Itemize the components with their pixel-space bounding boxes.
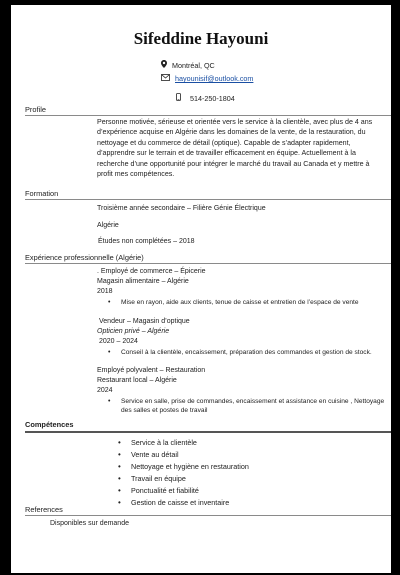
bullet-icon: • xyxy=(108,349,111,356)
email-link[interactable]: hayounisif@outlook.com xyxy=(175,74,254,83)
job-company: Opticien privé – Algérie xyxy=(97,328,170,335)
competences-divider xyxy=(25,431,391,433)
candidate-name: Sifeddine Hayouni xyxy=(133,29,269,48)
profile-heading: Profile xyxy=(25,105,46,114)
email-line xyxy=(161,74,253,83)
formation-country: Algérie xyxy=(97,222,119,229)
list-item: • Service à la clientèle xyxy=(118,438,197,447)
phone-text: 514-250-1804 xyxy=(190,93,235,103)
formation-program: Troisième année secondaire – Filière Génie Électrique xyxy=(97,205,266,212)
bullet-icon: • xyxy=(118,461,121,471)
formation-divider xyxy=(25,199,391,200)
formation-status: Études non complétées – 2018 xyxy=(98,238,195,245)
bullet-icon: • xyxy=(118,473,121,483)
bullet-icon: • xyxy=(118,449,121,459)
location-line xyxy=(161,60,215,70)
phone-icon xyxy=(176,93,181,103)
location-text: Montréal, QC xyxy=(172,60,215,70)
list-item: • Ponctualité et fiabilité xyxy=(118,485,199,495)
job-duty: • Mise en rayon, aide aux clients, tenue de caisse et entretien de l’espace de vente xyxy=(108,299,359,306)
bullet-icon: • xyxy=(118,497,121,507)
list-item: • Vente au détail xyxy=(118,449,179,459)
bullet-icon: • xyxy=(118,485,121,495)
bullet-icon: • xyxy=(118,438,121,447)
experience-heading: Expérience professionnelle (Algérie) xyxy=(25,253,144,262)
job-duty: • Service en salle, prise de commandes, encaissement et assistance en cuisine , Nettoyage xyxy=(108,398,385,405)
phone-line xyxy=(176,93,235,103)
job-year: 2024 xyxy=(97,387,113,394)
references-divider xyxy=(25,515,391,516)
job-role: . Employé de commerce – Épicerie xyxy=(97,268,206,275)
references-text: Disponibles sur demande xyxy=(50,520,129,527)
envelope-icon xyxy=(161,74,170,83)
job-duty-continued: des salles et postes de travail xyxy=(121,407,208,414)
job-year: 2020 – 2024 xyxy=(99,338,138,345)
profile-divider xyxy=(25,115,391,116)
job-role: Employé polyvalent – Restauration xyxy=(97,367,206,374)
list-item: • Gestion de caisse et inventaire xyxy=(118,497,230,507)
bullet-icon: • xyxy=(108,398,111,405)
job-year: 2018 xyxy=(97,288,113,295)
job-duty: • Conseil à la clientèle, encaissement, préparation des commandes et gestion de stock. xyxy=(108,349,372,356)
profile-text: Personne motivée, sérieuse et orientée vers le service à la clientèle, avec plus de 4 ans d’expérience acquise en Algérie dans les domaines de la vente, de la restauration, du nettoyage et du commerce de détail (optique). Capable de s’adapter rapidement, d’apprendre sur le terrain et de travailler efficacement en équipe. Actuellement à la recherche d’une opportunité pour intégrer le marché du travail au Canada et y mettre à profit mes compétences. xyxy=(97,118,373,179)
experience-divider xyxy=(25,263,391,264)
formation-heading: Formation xyxy=(25,189,59,198)
competences-list xyxy=(118,437,249,508)
job-role: Vendeur – Magasin d’optique xyxy=(99,318,190,325)
bullet-icon: • xyxy=(108,299,111,306)
job-company: Magasin alimentaire – Algérie xyxy=(97,278,189,285)
list-item: • Travail en équipe xyxy=(118,473,186,483)
references-heading: References xyxy=(25,505,63,514)
location-pin-icon xyxy=(161,60,167,70)
job-company: Restaurant local – Algérie xyxy=(97,377,177,384)
competences-heading: Compétences xyxy=(25,420,74,429)
resume-page xyxy=(11,5,391,573)
list-item: • Nettoyage et hygiène en restauration xyxy=(118,461,249,471)
